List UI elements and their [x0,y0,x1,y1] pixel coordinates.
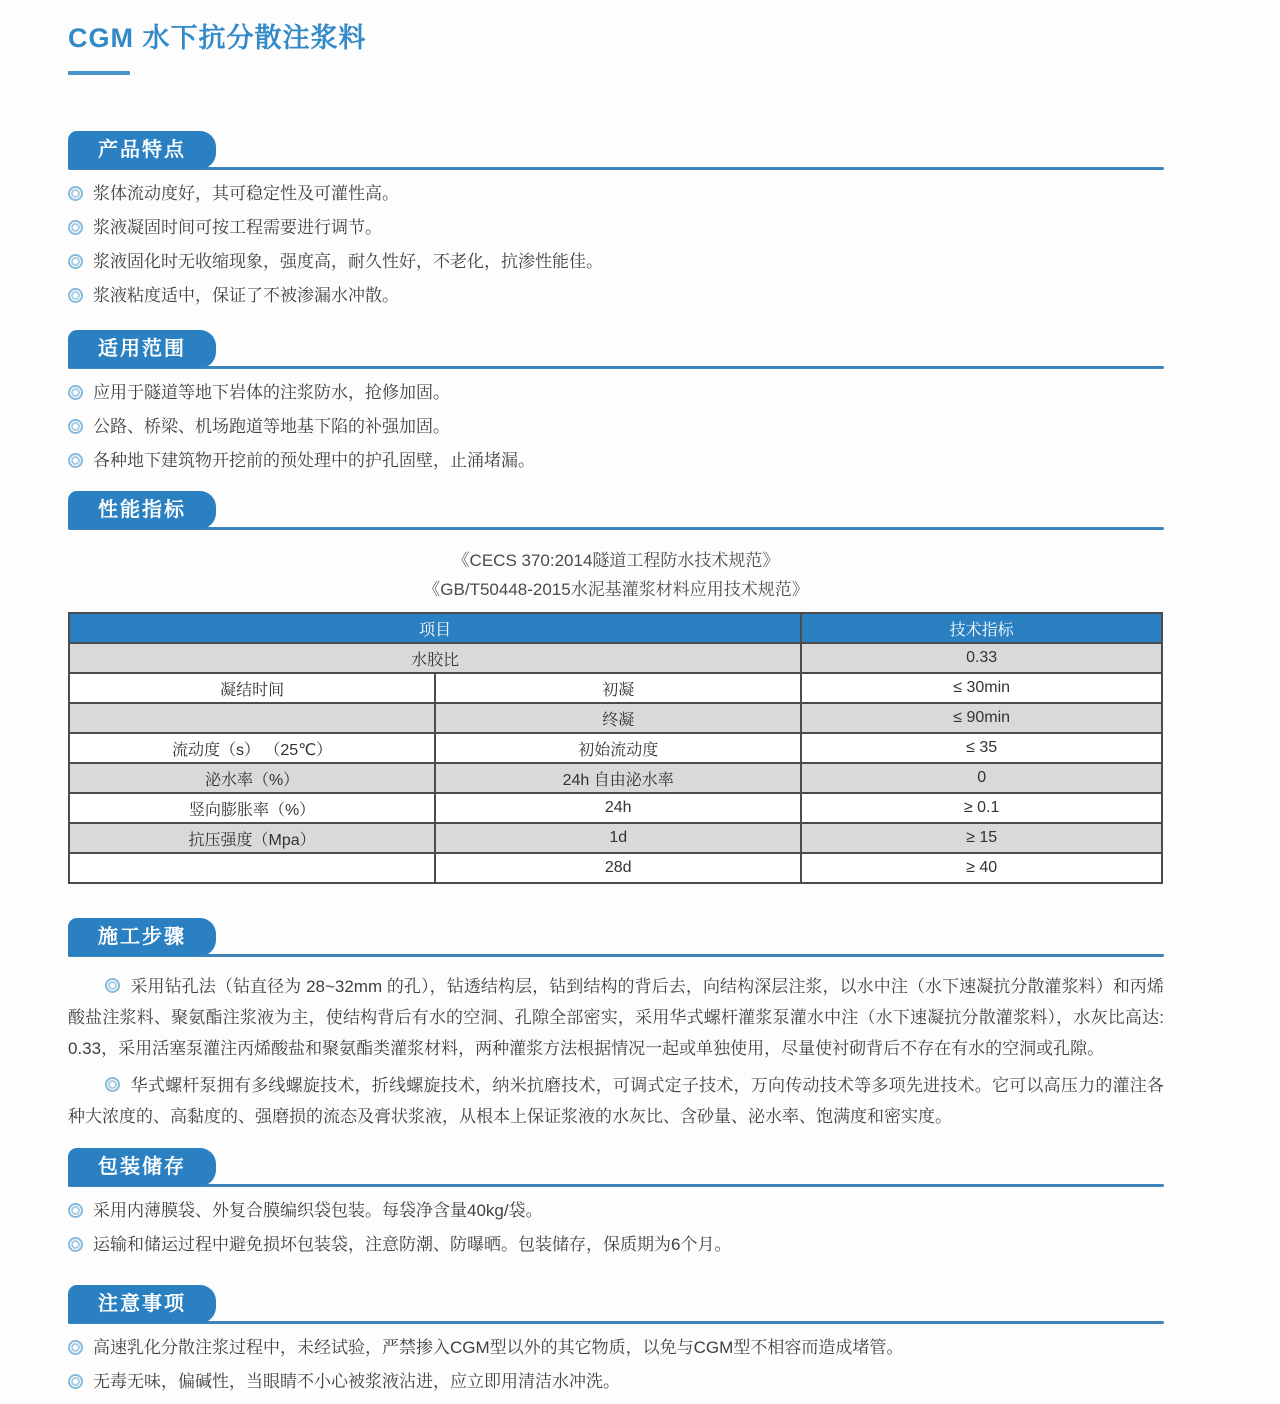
standards-references [68,546,1164,604]
bullseye-bullet-icon [68,1374,83,1389]
list-item [68,449,1164,473]
table-row [69,703,1162,733]
section-performance [68,491,1164,884]
list-item-text: 浆液粘度适中，保证了不被渗漏水冲散。 [93,286,399,305]
list-item-text: 采用内薄膜袋、外复合膜编织袋包装。每袋净含量40kg/袋。 [93,1201,543,1220]
table-cell: 28d [435,853,801,883]
table-row [69,733,1162,763]
table-cell: 抗压强度（Mpa） [69,823,435,853]
list-item [68,1370,1164,1394]
list-item-text: 浆液固化时无收缩现象，强度高，耐久性好，不老化，抗渗性能佳。 [93,252,603,271]
list-item-text: 无毒无味，偏碱性，当眼睛不小心被浆液沾进，应立即用清洁水冲洗。 [93,1372,620,1391]
bullseye-bullet-icon [68,419,83,434]
packaging-list [68,1199,1164,1257]
list-item [68,182,1164,206]
section-header [68,1285,1164,1324]
list-item-text: 应用于隧道等地下岩体的注浆防水，抢修加固。 [93,383,450,402]
section-rule [68,527,1164,530]
scope-list [68,381,1164,473]
table-cell [69,703,435,733]
table-cell: 24h [435,793,801,823]
table-cell: 流动度（s） （25℃） [69,733,435,763]
list-item-text: 各种地下建筑物开挖前的预处理中的护孔固壁，止涌堵漏。 [93,451,535,470]
table-cell: 凝结时间 [69,673,435,703]
table-cell: ≥ 0.1 [801,793,1162,823]
paragraph-text: 采用钻孔法（钻直径为 28~32mm 的孔），钻透结构层，钻到结构的背后去，向结构深层注浆，以水中注（水下速凝抗分散灌浆料）和丙烯酸盐注浆料、聚氨酯注浆液为主，使结构背后有水的空洞、孔隙全部密实，采用华式螺杆灌浆泵灌水中注（水下速凝抗分散灌浆料），水灰比高达: 0.33，采用活塞泵灌注丙烯酸盐和聚氨酯类灌浆材料，两种灌浆方法根据情况一起或单独使用，尽量使衬砌背后不存在有水的空洞或孔隙。 [68,977,1164,1058]
table-row [69,673,1162,703]
table-row [69,823,1162,853]
standard-reference: 《CECS 370:2014隧道工程防水技术规范》 [452,551,780,570]
table-cell: ≥ 15 [801,823,1162,853]
table-row [69,853,1162,883]
table-cell: 初凝 [435,673,801,703]
table-cell: ≤ 90min [801,703,1162,733]
section-heading-packaging: 包装储存 [68,1148,216,1186]
table-header-project: 项目 [69,613,801,643]
page-title: CGM 水下抗分散注浆料 [68,23,367,53]
notes-list [68,1336,1164,1394]
table-cell: ≤ 30min [801,673,1162,703]
paragraph-text: 华式螺杆泵拥有多线螺旋技术，折线螺旋技术，纳米抗磨技术，可调式定子技术，万向传动技术等多项先进技术。它可以高压力的灌注各种大浓度的、高黏度的、强磨损的流态及膏状浆液，从根本上保证浆液的水灰比、含砂量、泌水率、饱满度和密实度。 [68,1076,1164,1126]
list-item [68,1233,1164,1257]
bullseye-bullet-icon [105,978,120,993]
section-heading-construction: 施工步骤 [68,918,216,956]
table-cell: ≤ 35 [801,733,1162,763]
paragraph [68,971,1164,1064]
table-cell: ≥ 40 [801,853,1162,883]
list-item [68,415,1164,439]
table-header-row [69,613,1162,643]
section-heading-performance: 性能指标 [68,491,216,529]
bullseye-bullet-icon [68,1203,83,1218]
table-row [69,643,1162,673]
features-list [68,182,1164,308]
table-cell: 水胶比 [69,643,801,673]
section-rule [68,1184,1164,1187]
paragraph [68,1070,1164,1132]
section-header [68,491,1164,530]
table-cell [69,853,435,883]
list-item-text: 浆体流动度好，其可稳定性及可灌性高。 [93,184,399,203]
bullseye-bullet-icon [68,254,83,269]
standard-reference: 《GB/T50448-2015水泥基灌浆材料应用技术规范》 [423,580,809,599]
table-row [69,793,1162,823]
bullseye-bullet-icon [68,220,83,235]
table-cell: 初始流动度 [435,733,801,763]
section-heading-notes: 注意事项 [68,1285,216,1323]
section-header [68,918,1164,957]
section-scope [68,330,1164,473]
table-row [69,763,1162,793]
table-cell: 终凝 [435,703,801,733]
section-packaging [68,1148,1164,1257]
list-item-text: 运输和储运过程中避免损坏包装袋，注意防潮、防曝晒。包装储存，保质期为6个月。 [93,1235,732,1254]
section-heading-scope: 适用范围 [68,330,216,368]
section-header [68,131,1164,170]
table-cell: 1d [435,823,801,853]
bullseye-bullet-icon [68,288,83,303]
list-item [68,216,1164,240]
construction-paragraphs [68,971,1164,1132]
performance-table [68,612,1163,884]
section-heading-features: 产品特点 [68,131,216,169]
list-item-text: 公路、桥梁、机场跑道等地基下陷的补强加固。 [93,417,450,436]
section-rule [68,167,1164,170]
list-item [68,1336,1164,1360]
list-item-text: 浆液凝固时间可按工程需要进行调节。 [93,218,382,237]
section-features [68,131,1164,308]
list-item-text: 高速乳化分散注浆过程中，未经试验，严禁掺入CGM型以外的其它物质，以免与CGM型不相容而造成堵管。 [93,1338,904,1357]
list-item [68,381,1164,405]
list-item [68,1199,1164,1223]
list-item [68,250,1164,274]
section-rule [68,1321,1164,1324]
section-header [68,330,1164,369]
list-item [68,284,1164,308]
document-page [68,0,1164,1394]
table-cell: 24h 自由泌水率 [435,763,801,793]
title-underline [68,71,130,75]
bullseye-bullet-icon [68,1340,83,1355]
table-cell: 竖向膨胀率（%） [69,793,435,823]
table-cell: 0.33 [801,643,1162,673]
section-notes [68,1285,1164,1394]
bullseye-bullet-icon [105,1077,120,1092]
bullseye-bullet-icon [68,186,83,201]
table-cell: 泌水率（%） [69,763,435,793]
section-rule [68,954,1164,957]
section-header [68,1148,1164,1187]
table-header-index: 技术指标 [801,613,1162,643]
table-cell: 0 [801,763,1162,793]
bullseye-bullet-icon [68,385,83,400]
bullseye-bullet-icon [68,1237,83,1252]
section-rule [68,366,1164,369]
section-construction [68,918,1164,1132]
bullseye-bullet-icon [68,453,83,468]
